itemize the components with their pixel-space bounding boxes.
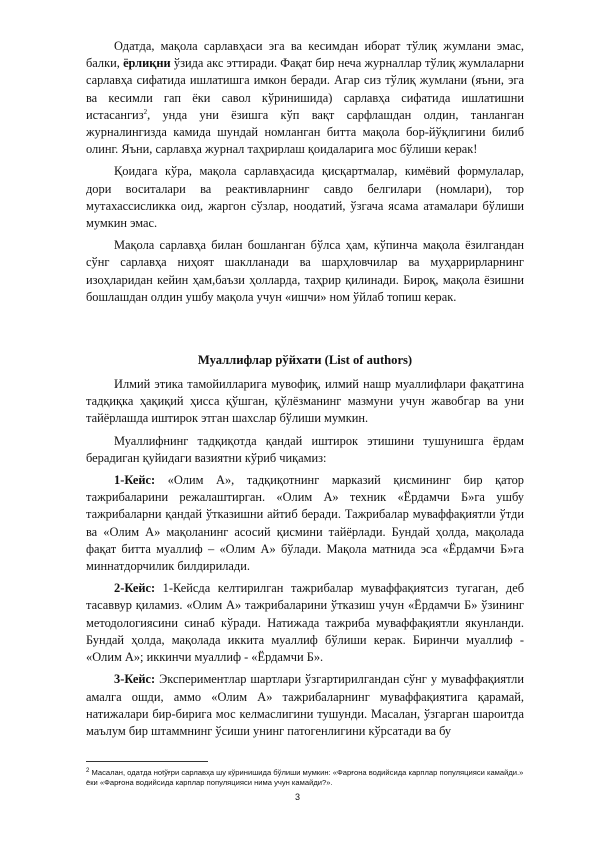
footnote-number: 2 xyxy=(86,768,90,774)
paragraph xyxy=(86,38,524,158)
case-paragraph xyxy=(86,580,524,666)
bold-term: ёрлиқни xyxy=(123,56,171,71)
case-label: 3-Кейс: xyxy=(114,672,156,687)
case-text: 1-Кейсда келтирилган тажрибалар муваффақиятсиз тугаган, деб тасаввур қиламиз. «Олим А» тажрибаларини ўтказиш учун «Ёрдамчи Б» ўзининг методологиясини синаб кўради. Натижада тажриба муваффақиятли якунланди. Бундай ҳолда, мақолада иккита муаллиф бўлиши керак. Биринчи муаллиф - «Олим А»; иккинчи муаллиф - «Ёрдамчи Б». xyxy=(86,581,524,665)
footnote-divider xyxy=(86,761,208,762)
footnote-text: Масалан, одатда ноtўғри сарлавҳа шу кўринишида бўлиши мумкин: «Фарғона водийсида карплар популяцияси камайди.» ёки «Фарғона водийсида карплар популяцияси нима учун камайди?». xyxy=(86,768,524,788)
case-paragraph xyxy=(86,472,524,575)
page-number: 3 xyxy=(294,792,300,802)
paragraph-text: ўзида акс эттиради. Фақат бир неча журналлар тўлиқ жумлаларни сарлавҳа сифатида ишлатишга имкон беради. Агар сиз тўлиқ жумлани (яъни, эга ва кесимли гап ёки савол кўринишида) сарлавҳа сифатида ишлатишни истасангиз xyxy=(86,56,524,122)
footnote-reference[interactable]: 2 xyxy=(143,107,148,116)
paragraph-text: , унда уни ёзишга кўп вақт сарфлашдан олдин, танланган журналингизда камида шундай номланган битта мақола бор-йўқлигини билиб олинг. Яъни, сарлавҳа журнал таҳрирлаш қоидаларига мос бўлиши керак! xyxy=(86,107,524,157)
section-heading: Муаллифлар рўйхати (List of authors) xyxy=(197,353,413,368)
case-label: 2-Кейс: xyxy=(114,581,156,596)
paragraph: Қоидага кўра, мақола сарлавҳасида қисқартмалар, кимёвий формулалар, дори воситалари ва реактивларнинг савдо белгилари (номлари), тор мутахассисликка оид, жаргон сўзлар, ноодатий, ўзгача ясама атамалари бўлиши мумкин эмас. xyxy=(86,164,524,231)
page-body xyxy=(86,38,524,740)
paragraph: Мақола сарлавҳа билан бошланган бўлса ҳам, кўпинча мақола ёзилгандан сўнг сарлавҳа ниҳоят шаклланади ва шарҳловчилар ва муҳаррирларнинг изоҳларидан кейин ҳам,баъзи ҳолларда, таҳрир қилинади. Бироқ, мақола ёзишни бошлашдан олдин ушбу мақола учун «ишчи» ном ўйлаб топиш керак. xyxy=(86,238,524,304)
paragraph: Муаллифнинг тадқиқотда қандай иштирок этишини тушунишга ёрдам берадиган қуйидаги вазиятни кўриб чиқамиз: xyxy=(86,433,524,465)
paragraph: Илмий этика тамойилларига мувофиқ, илмий нашр муаллифлари фақатгина тадқиқка ҳақиқий ҳисса қўшган, қўлёзманинг мазмуни учун жавобгар ва уни тайёрлашда иштирок этган шахслар бўлиши мумкин. xyxy=(86,377,524,426)
case-text: «Олим А», тадқиқотнинг марказий қисмининг бир қатор тажрибаларини режалаштирган. «Олим А» техник «Ёрдамчи Б»га ушбу тажрибаларни қандай ўтказишни айтиб беради. Тажрибалар муваффақиятли ўтди ва «Олим А» мақоланинг асосий қисмини тайёрлади. Бундай ҳолда, мақолада фақат битта муаллиф – «Олим А» бўлади. Мақола матнида эса «Ёрдамчи Б»га миннатдорчилик билдирилади. xyxy=(86,473,524,574)
case-label: 1-Кейс: xyxy=(114,473,156,488)
case-text: Экспериментлар шартлари ўзгартирилгандан сўнг у муваффақиятли амалга ошди, аммо «Олим А» тажрибаларнинг муваффақиятига қарамай, натижалари бир-бирига мос келмаслигини тушунди. Масалан, ўзгарган шароитда маълум бир штаммнинг ўсиши унинг патогенлигини кўрсатади ва бу xyxy=(86,672,524,738)
paragraph-text: Одатда, мақола сарлавҳаси эга ва кесимдан иборат тўлиқ жумлани эмас, балки, xyxy=(86,39,524,71)
footnote xyxy=(86,768,524,788)
case-paragraph xyxy=(86,671,524,740)
